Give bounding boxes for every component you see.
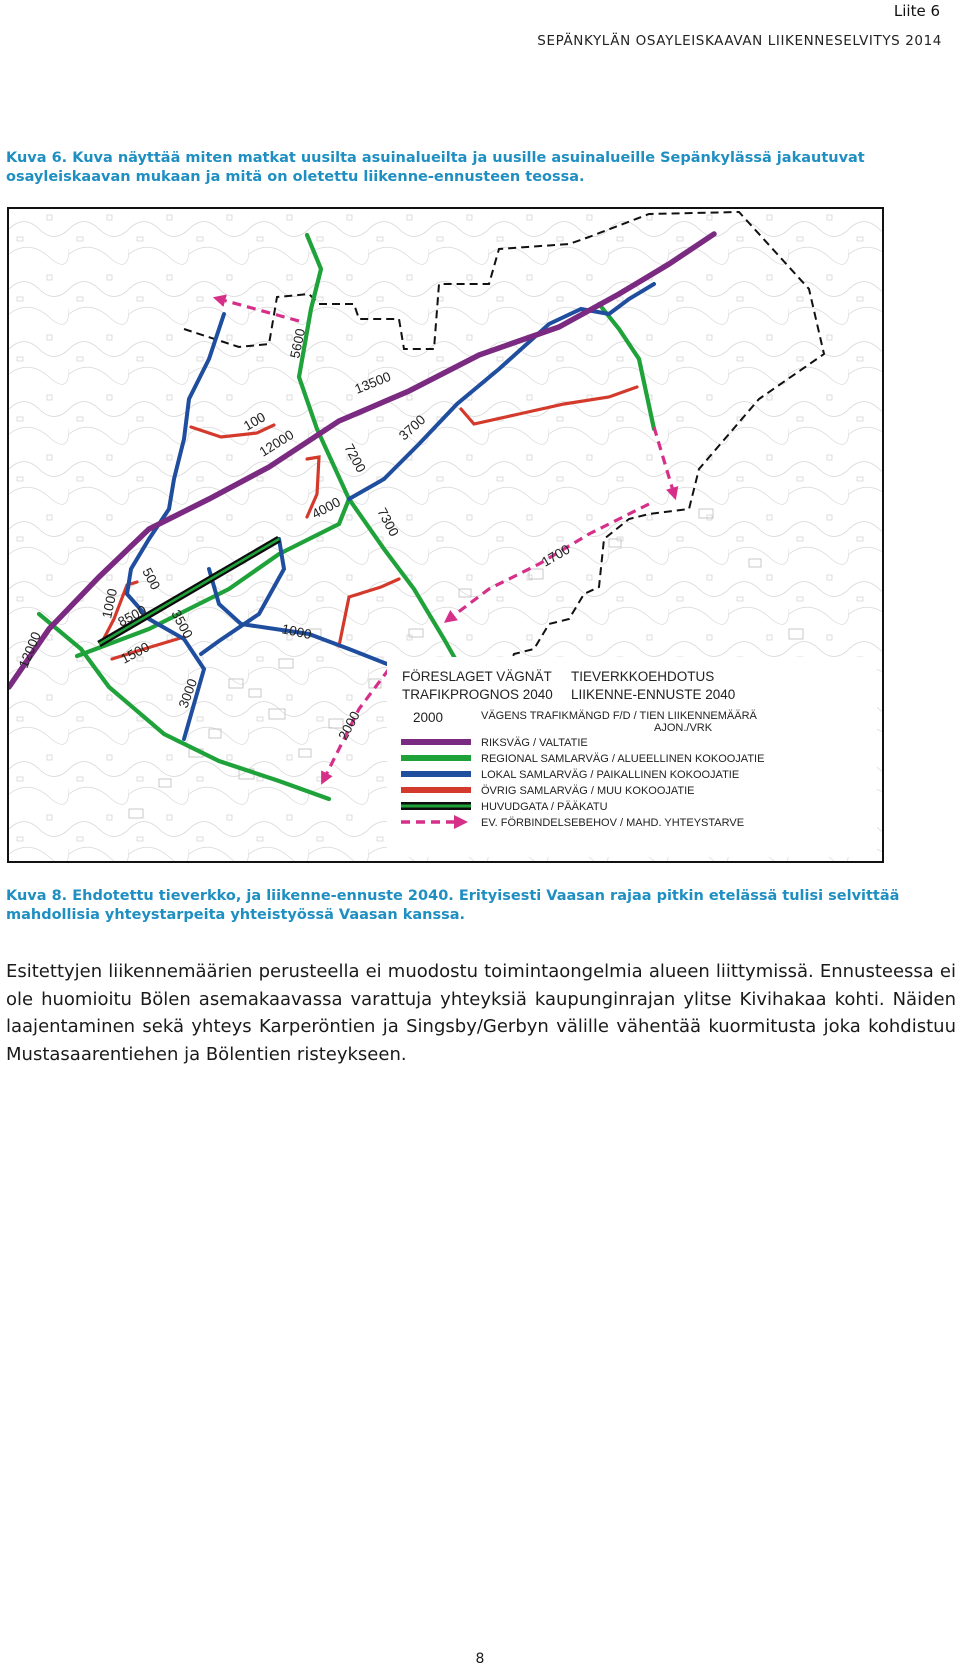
label-2000: 2000 — [335, 708, 363, 743]
label-500: 500 — [139, 565, 164, 593]
legend-item-lokal: LOKAL SAMLARVÄG / PAIKALLINEN KOKOOJATIE — [481, 769, 740, 781]
label-4000: 4000 — [309, 494, 343, 522]
label-7300: 7300 — [374, 505, 402, 539]
legend-title-sv-1: FÖRESLAGET VÄGNÄT — [402, 669, 552, 684]
label-12000-lower: 12000 — [15, 629, 44, 671]
label-3500: 3500 — [168, 607, 196, 641]
label-100: 100 — [241, 409, 269, 434]
figure-caption-bottom: Kuva 8. Ehdotettu tieverkko, ja liikenne-ennuste 2040. Erityisesti Vaasan rajaa pitkin etelässä tulisi selvittää mahdollisia yhteystarpeita yhteistyössä Vaasan kanssa. — [6, 888, 900, 923]
legend-item-regional: REGIONAL SAMLARVÄG / ALUEELLINEN KOKOOJATIE — [481, 753, 765, 765]
label-5600: 5600 — [287, 327, 309, 360]
map-svg — [9, 209, 882, 861]
legend-title-fi-1: TIEVERKKOEHDOTUS — [571, 669, 715, 684]
legend-sample-value: 2000 — [413, 710, 444, 725]
legend-item-forbindelse: EV. FÖRBINDELSEBEHOV / MAHD. YHTEYSTARVE — [481, 817, 745, 829]
map-legend — [387, 657, 877, 857]
appendix-label: Liite 6 — [893, 2, 940, 20]
page-number: 8 — [475, 1651, 485, 1667]
label-1700: 1700 — [539, 541, 573, 570]
label-8500: 8500 — [115, 602, 149, 630]
road-network-map — [7, 207, 884, 863]
label-3000: 3000 — [175, 676, 201, 711]
legend-sample-desc-1: VÄGENS TRAFIKMÄNGD F/D / TIEN LIIKENNEMÄÄRÄ — [481, 710, 757, 722]
legend-title-fi-2: LIIKENNE-ENNUSTE 2040 — [571, 687, 736, 702]
legend-item-huvudgata: HUVUDGATA / PÄÄKATU — [481, 801, 608, 813]
legend-sample-desc-2: AJON./VRK — [654, 722, 713, 734]
legend-item-ovrig: ÖVRIG SAMLARVÄG / MUU KOKOOJATIE — [481, 785, 695, 797]
label-13500: 13500 — [352, 368, 393, 397]
legend-title-sv-2: TRAFIKPROGNOS 2040 — [402, 687, 553, 702]
label-7200: 7200 — [341, 441, 369, 475]
legend-item-riksvag: RIKSVÄG / VALTATIE — [481, 737, 588, 749]
figure-caption-top: Kuva 6. Kuva näyttää miten matkat uusilta asuinalueilta ja uusille asuinalueille Sepänkylässä jakautuvat osayleiskaavan mukaan ja mitä on oletettu liikenne-ennusteen teossa. — [6, 150, 865, 185]
label-1000-left: 1000 — [99, 587, 121, 620]
label-1000-right: 1000 — [280, 621, 313, 643]
body-paragraph: Esitettyjen liikennemäärien perusteella ei muodostu toimintaongelmia alueen liittymissä. Ennusteessa ei ole huomioitu Bölen asemakaavassa varattuja yhteyksiä kaupunginrajan ylitse Kivihakaa kohti. Näiden laajentaminen sekä yhteys Karperöntien ja Singsby/Gerbyn välille vähentää kuormitusta joka kohdistuu Mustasaarentiehen ja Bölentien risteykseen. — [6, 961, 956, 1065]
label-1500: 1500 — [118, 639, 152, 667]
report-title: SEPÄNKYLÄN OSAYLEISKAAVAN LIIKENNESELVITYS 2014 — [537, 33, 942, 49]
label-12000-upper: 12000 — [256, 426, 297, 460]
label-3700: 3700 — [395, 411, 429, 444]
